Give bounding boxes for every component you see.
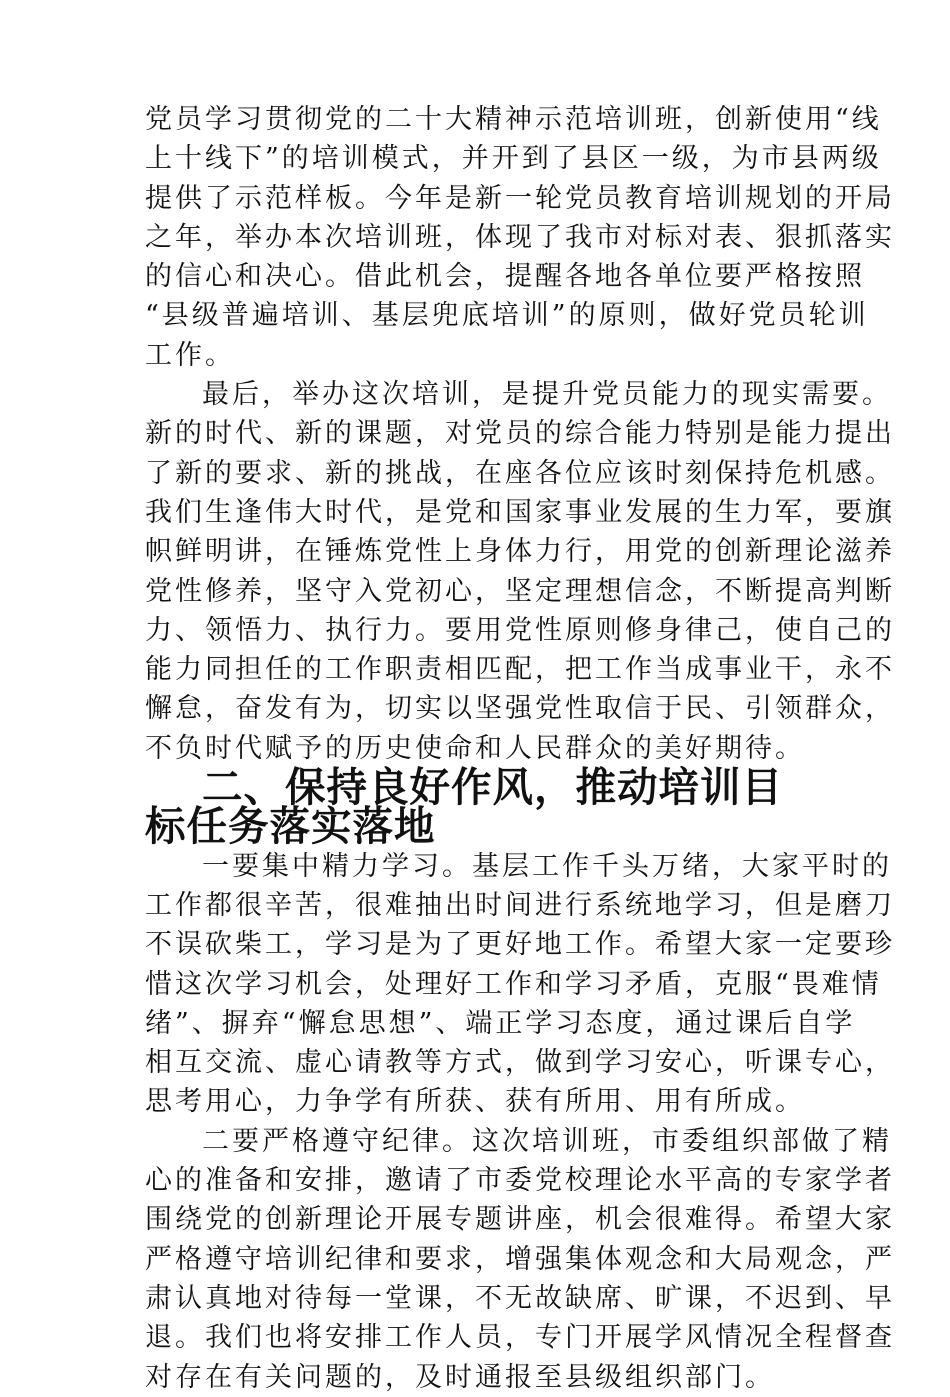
text-line: 上十线下”的培训模式，并开到了县区一级，为市县两级: [145, 143, 882, 175]
text-line: 相互交流、虚心请教等方式，做到学习安心，听课专心，: [145, 1047, 895, 1079]
text-line: 了新的要求、新的挑战，在座各位应该时刻保持危机感。: [145, 457, 895, 489]
text-line: 提供了示范样板。今年是新一轮党员教育培训规划的开局: [145, 182, 895, 214]
text-line: 最后，举办这次培训，是提升党员能力的现实需要。: [202, 379, 892, 411]
text-line: 工作都很辛苦，很难抽出时间进行系统地学习，但是磨刀: [145, 889, 895, 921]
text-line: 心的准备和安排，邀请了市委党校理论水平高的专家学者: [145, 1165, 895, 1197]
text-line: 党性修养，坚守入党初心，坚定理想信念，不断提高判断: [145, 575, 895, 607]
paragraph: [145, 1122, 895, 1397]
text-line: 思考用心，力争学有所获、获有所用、用有所成。: [145, 1086, 805, 1118]
text-line: 我们生逢伟大时代，是党和国家事业发展的生力军，要旗: [145, 496, 895, 528]
text-line: 的信心和决心。借此机会，提醒各地各单位要严格按照: [145, 261, 865, 293]
text-line: 工作。: [145, 339, 235, 371]
paragraph: [145, 375, 895, 768]
text-line: 懈怠，奋发有为，切实以坚强党性取信于民、引领群众，: [145, 693, 895, 725]
text-line: 新的时代、新的课题，对党员的综合能力特别是能力提出: [145, 418, 895, 450]
text-line: 不负时代赋予的历史使命和人民群众的美好期待。: [145, 732, 805, 764]
text-line: 对存在有关问题的，及时通报至县级组织部门。: [145, 1361, 775, 1393]
text-line: 惜这次学习机会，处理好工作和学习矛盾，克服“畏难情: [145, 968, 882, 1000]
text-line: 一要集中精力学习。基层工作千头万绪，大家平时的: [202, 850, 892, 882]
text-line: 围绕党的创新理论开展专题讲座，机会很难得。希望大家: [145, 1204, 895, 1236]
text-line: 能力同担任的工作职责相匹配，把工作当成事业干，永不: [145, 654, 895, 686]
paragraph: [145, 847, 895, 1122]
text-line: 党员学习贯彻党的二十大精神示范培训班，创新使用“线: [145, 104, 882, 135]
text-line: 退。我们也将安排工作人员，专门开展学风情况全程督查: [145, 1322, 895, 1354]
text-line: 肃认真地对待每一堂课，不无故缺席、旷课，不迟到、早: [145, 1282, 895, 1314]
paragraph: [145, 100, 895, 375]
text-line: 之年，举办本次培训班，体现了我市对标对表、狠抓落实: [145, 221, 895, 253]
text-line: 不误砍柴工，学习是为了更好地工作。希望大家一定要珍: [145, 929, 895, 961]
text-line: “县级普遍培训、基层兜底培训”的原则，做好党员轮训: [145, 300, 869, 332]
document-page: [145, 100, 895, 1397]
text-line: 力、领悟力、执行力。要用党性原则修身律己，使自己的: [145, 614, 895, 646]
text-line: 严格遵守培训纪律和要求，增强集体观念和大局观念，严: [145, 1243, 895, 1275]
section-heading: 二、保持良好作风，推动培训目标任务落实落地: [145, 763, 783, 851]
text-line: 绪”、摒弃“懈怠思想”、端正学习态度，通过课后自学: [145, 1007, 856, 1039]
text-line: 帜鲜明讲，在锤炼党性上身体力行，用党的创新理论滋养: [145, 536, 895, 568]
text-line: 二要严格遵守纪律。这次培训班，市委组织部做了精: [202, 1125, 892, 1157]
